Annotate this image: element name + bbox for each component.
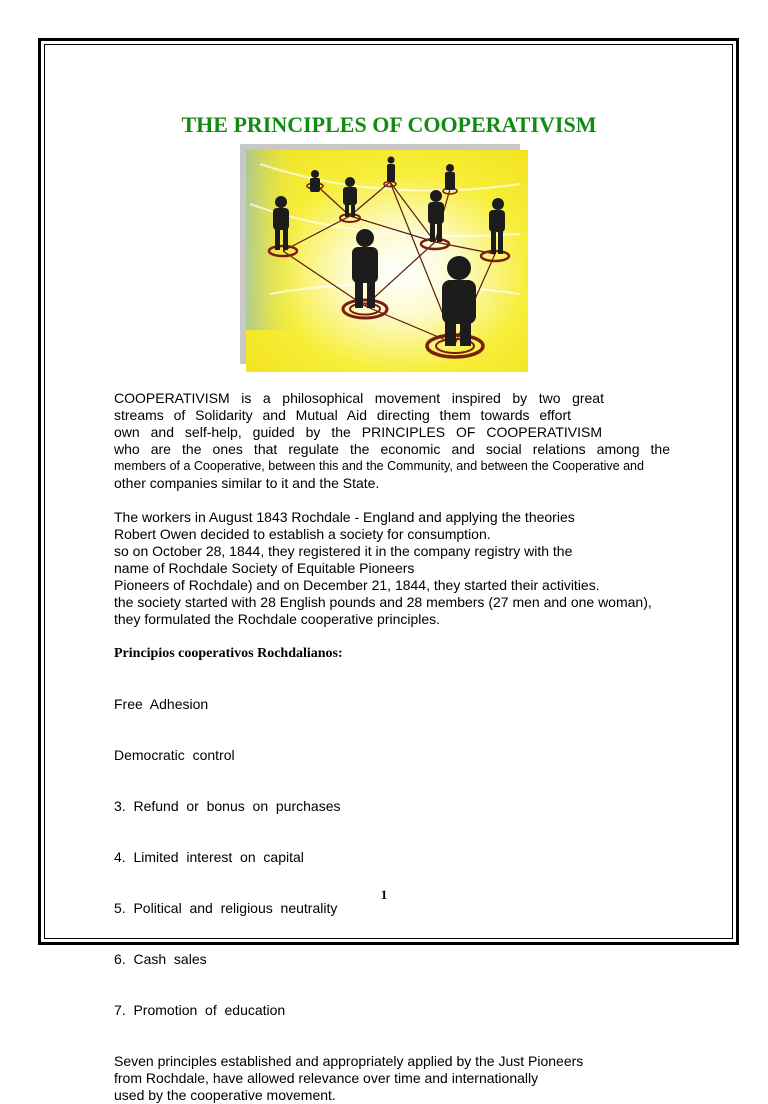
text-line: The workers in August 1843 Rochdale - England and applying the theories (114, 509, 575, 525)
text-line: the society started with 28 English pounds and 28 members (27 men and one woman), (114, 594, 652, 610)
paragraph-intro (114, 390, 694, 492)
list-item: 7. Promotion of education (114, 1002, 286, 1018)
text-line: members of a Cooperative, between this and the Community, and between the Cooperative and (114, 459, 644, 473)
list-item: 4. Limited interest on capital (114, 849, 304, 865)
text-line: streams of Solidarity and Mutual Aid directing them towards effort (114, 407, 571, 423)
page-title: THE PRINCIPLES OF COOPERATIVISM (181, 112, 597, 137)
text-line: who are the ones that regulate the economic and social relations among the (114, 441, 670, 457)
paragraph-history (114, 509, 694, 628)
text-line: from Rochdale, have allowed relevance over time and internationally (114, 1070, 539, 1086)
page-number: 1 (380, 887, 388, 902)
list-item: 6. Cash sales (114, 951, 207, 967)
text-line: used by the cooperative movement. (114, 1087, 336, 1103)
text-line: COOPERATIVISM is a philosophical movement inspired by two great (114, 390, 604, 406)
text-line: other companies similar to it and the State. (114, 475, 380, 491)
list-item: Democratic control (114, 747, 235, 763)
network-people-icon (240, 144, 528, 372)
list-item: 3. Refund or bonus on purchases (114, 798, 341, 814)
text-line: Pioneers of Rochdale) and on December 21, 1844, they started their activities. (114, 577, 600, 593)
text-line: Robert Owen decided to establish a society for consumption. (114, 526, 491, 542)
text-line: own and self-help, guided by the PRINCIPLES OF COOPERATIVISM (114, 424, 602, 440)
principles-heading: Principios cooperativos Rochdalianos: (114, 646, 343, 661)
illustration-frame-left (240, 144, 246, 364)
principles-list (114, 662, 694, 1053)
illustration-frame-top (240, 144, 520, 150)
list-item: 5. Political and religious neutrality (114, 900, 338, 916)
text-line: name of Rochdale Society of Equitable Pioneers (114, 560, 415, 576)
text-line: so on October 28, 1844, they registered it in the company registry with the (114, 543, 573, 559)
paragraph-closing (114, 1053, 694, 1104)
list-item: Free Adhesion (114, 696, 209, 712)
text-line: Seven principles established and appropriately applied by the Just Pioneers (114, 1053, 584, 1069)
document-body (114, 390, 694, 1104)
text-line: they formulated the Rochdale cooperative principles. (114, 611, 441, 627)
